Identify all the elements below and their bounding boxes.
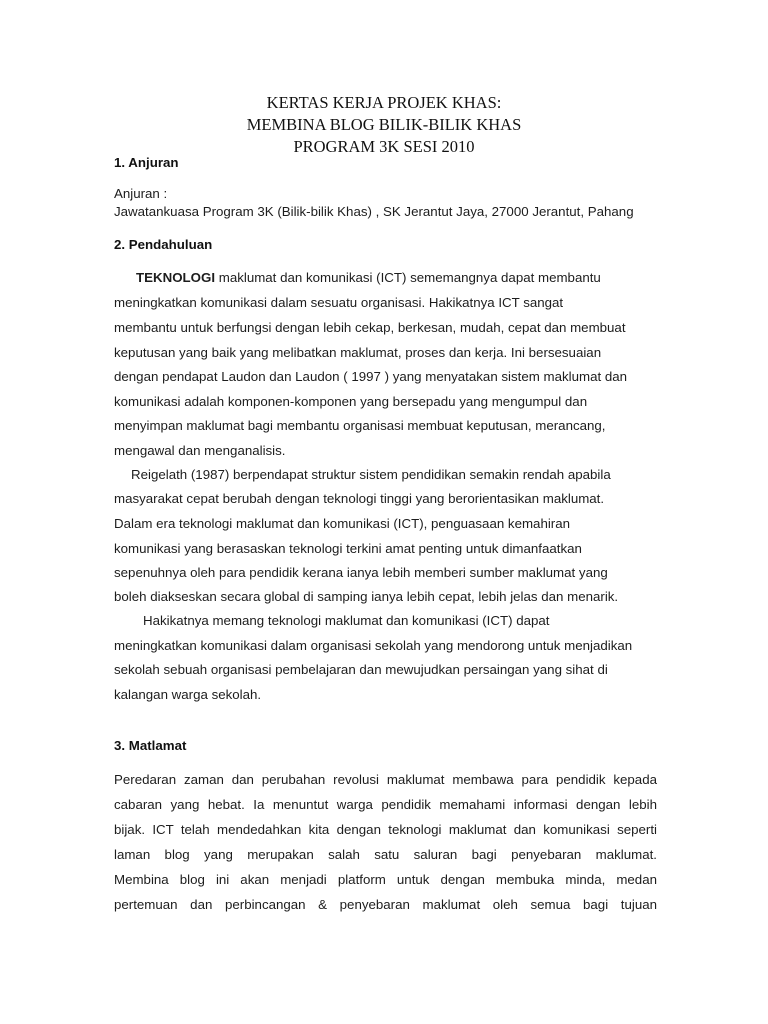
paragraph-line: dengan pendapat Laudon dan Laudon ( 1997 ) yang menyatakan sistem maklumat dan <box>114 369 628 384</box>
paragraph-line: masyarakat cepat berubah dengan teknologi tinggi yang berorientasikan maklumat. <box>114 491 605 506</box>
paragraph-line: kalangan warga sekolah. <box>114 687 262 702</box>
anjuran-label: Anjuran : <box>114 186 168 201</box>
paragraph-line: cabaran yang hebat. Ia menuntut warga pendidik memahami informasi dengan lebih <box>114 797 657 812</box>
paragraph-line: keputusan yang baik yang melibatkan maklumat, proses dan kerja. Ini bersesuaian <box>114 345 602 360</box>
paragraph-line: Membina blog ini akan menjadi platform untuk dengan membuka minda, medan <box>114 872 657 887</box>
paragraph-line: sepenuhnya oleh para pendidik kerana ianya lebih memberi sumber maklumat yang <box>114 565 608 580</box>
paragraph-line: meningkatkan komunikasi dalam organisasi sekolah yang mendorong untuk menjadikan <box>114 638 633 653</box>
paragraph-line: meningkatkan komunikasi dalam sesuatu organisasi. Hakikatnya ICT sangat <box>114 295 564 310</box>
paragraph-line: bijak. ICT telah mendedahkan kita dengan teknologi maklumat dan komunikasi seperti <box>114 822 657 837</box>
paragraph-line: komunikasi yang berasaskan teknologi terkini amat penting untuk dimanfaatkan <box>114 541 582 556</box>
section-heading-anjuran: 1. Anjuran <box>114 155 179 170</box>
section-heading-pendahuluan: 2. Pendahuluan <box>114 237 213 252</box>
paragraph-line: sekolah sebuah organisasi pembelajaran dan mewujudkan persaingan yang sihat di <box>114 662 608 677</box>
paragraph-line: laman blog yang merupakan salah satu saluran bagi penyebaran maklumat. <box>114 847 657 862</box>
section-heading-matlamat: 3. Matlamat <box>114 738 187 753</box>
anjuran-value: Jawatankuasa Program 3K (Bilik-bilik Khas) , SK Jerantut Jaya, 27000 Jerantut, Pahang <box>114 204 634 219</box>
paragraph-line: membantu untuk berfungsi dengan lebih cekap, berkesan, mudah, cepat dan membuat <box>114 320 626 335</box>
title-line-1: KERTAS KERJA PROJEK KHAS: <box>266 93 502 112</box>
paragraph-line: Peredaran zaman dan perubahan revolusi maklumat membawa para pendidik kepada <box>114 772 657 787</box>
paragraph-line: mengawal dan menganalisis. <box>114 443 286 458</box>
paragraph-line: komunikasi adalah komponen-komponen yang bersepadu yang mengumpul dan <box>114 394 588 409</box>
paragraph-line <box>136 270 601 285</box>
title-line-2: MEMBINA BLOG BILIK-BILIK KHAS <box>246 115 522 134</box>
paragraph-line: pertemuan dan perbincangan & penyebaran maklumat oleh semua bagi tujuan <box>114 897 657 912</box>
paragraph-line-text: maklumat dan komunikasi (ICT) sememangnya dapat membantu <box>215 270 601 285</box>
paragraph-line: Reigelath (1987) berpendapat struktur sistem pendidikan semakin rendah apabila <box>131 467 611 482</box>
paragraph-lead-word: TEKNOLOGI <box>136 270 216 285</box>
paragraph-line: Hakikatnya memang teknologi maklumat dan komunikasi (ICT) dapat <box>143 613 550 628</box>
paragraph-line: menyimpan maklumat bagi membantu organisasi membuat keputusan, merancang, <box>114 418 606 433</box>
title-line-3: PROGRAM 3K SESI 2010 <box>293 137 475 156</box>
paragraph-line: boleh diakseskan secara global di samping ianya lebih cepat, lebih jelas dan menarik. <box>114 589 619 604</box>
paragraph-line: Dalam era teknologi maklumat dan komunikasi (ICT), penguasaan kemahiran <box>114 516 571 531</box>
